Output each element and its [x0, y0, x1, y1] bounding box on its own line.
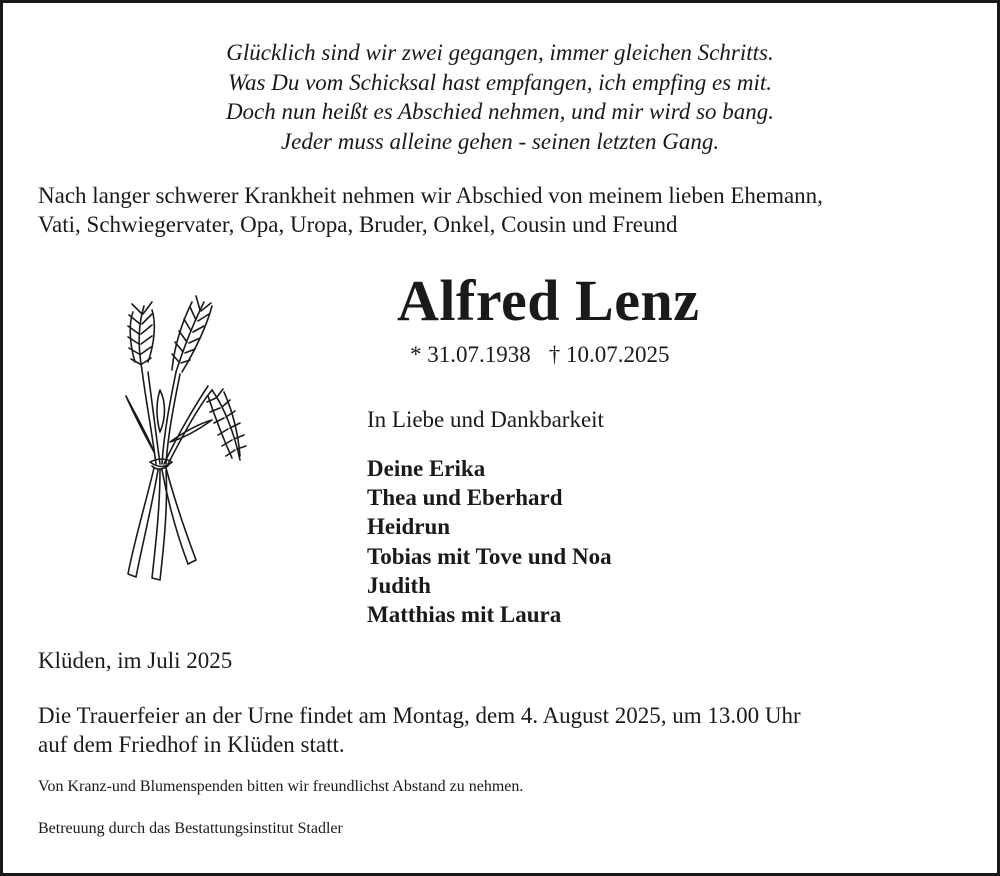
place-date: Klüden, im Juli 2025 — [38, 648, 233, 673]
wheat-ear-right — [207, 389, 246, 460]
poem-line: Doch nun heißt es Abschied nehmen, und mir wird so bang. — [225, 99, 775, 124]
birth-date: * 31.07.1938 — [410, 342, 531, 367]
ceremony-info — [38, 701, 801, 759]
family-member: Matthias mit Laura — [367, 602, 562, 628]
intro-text — [38, 181, 968, 239]
wheat-bundle-icon — [112, 292, 262, 588]
flowers-note: Von Kranz-und Blumenspenden bitten wir freundlichst Abstand zu nehmen. — [38, 778, 524, 795]
family-member: Deine Erika — [367, 456, 486, 481]
intro-line: Vati, Schwiegervater, Opa, Uropa, Bruder, Onkel, Cousin und Freund — [38, 212, 678, 237]
dedication: In Liebe und Dankbarkeit — [367, 407, 604, 432]
poem-line: Was Du vom Schicksal hast empfangen, ich empfing es mit. — [227, 69, 773, 95]
death-date: † 10.07.2025 — [548, 342, 670, 367]
ceremony-line: Die Trauerfeier an der Urne findet am Montag, dem 4. August 2025, um 13.00 Uhr — [38, 703, 801, 728]
wheat-ear-middle — [172, 296, 212, 372]
poem — [0, 38, 1000, 156]
life-dates — [410, 341, 670, 369]
poem-line: Glücklich sind wir zwei gegangen, immer gleichen Schritts. — [226, 40, 774, 65]
family-member: Thea und Eberhard — [367, 485, 563, 511]
family-member: Tobias mit Tove und Noa — [367, 543, 612, 569]
family-list — [367, 454, 612, 629]
wheat-tie — [150, 459, 172, 469]
ceremony-line: auf dem Friedhof in Klüden statt. — [38, 732, 345, 757]
family-member: Judith — [367, 572, 431, 598]
family-member: Heidrun — [367, 514, 451, 540]
deceased-name: Alfred Lenz — [397, 268, 700, 333]
undertaker-note: Betreuung durch das Bestattungsinstitut Stadler — [38, 820, 343, 837]
poem-line: Jeder muss alleine gehen - seinen letzten Gang. — [280, 128, 720, 154]
wheat-lower-stems — [128, 468, 196, 580]
wheat-ear-left — [128, 302, 154, 370]
intro-line: Nach langer schwerer Krankheit nehmen wir Abschied von meinem lieben Ehemann, — [38, 183, 823, 208]
